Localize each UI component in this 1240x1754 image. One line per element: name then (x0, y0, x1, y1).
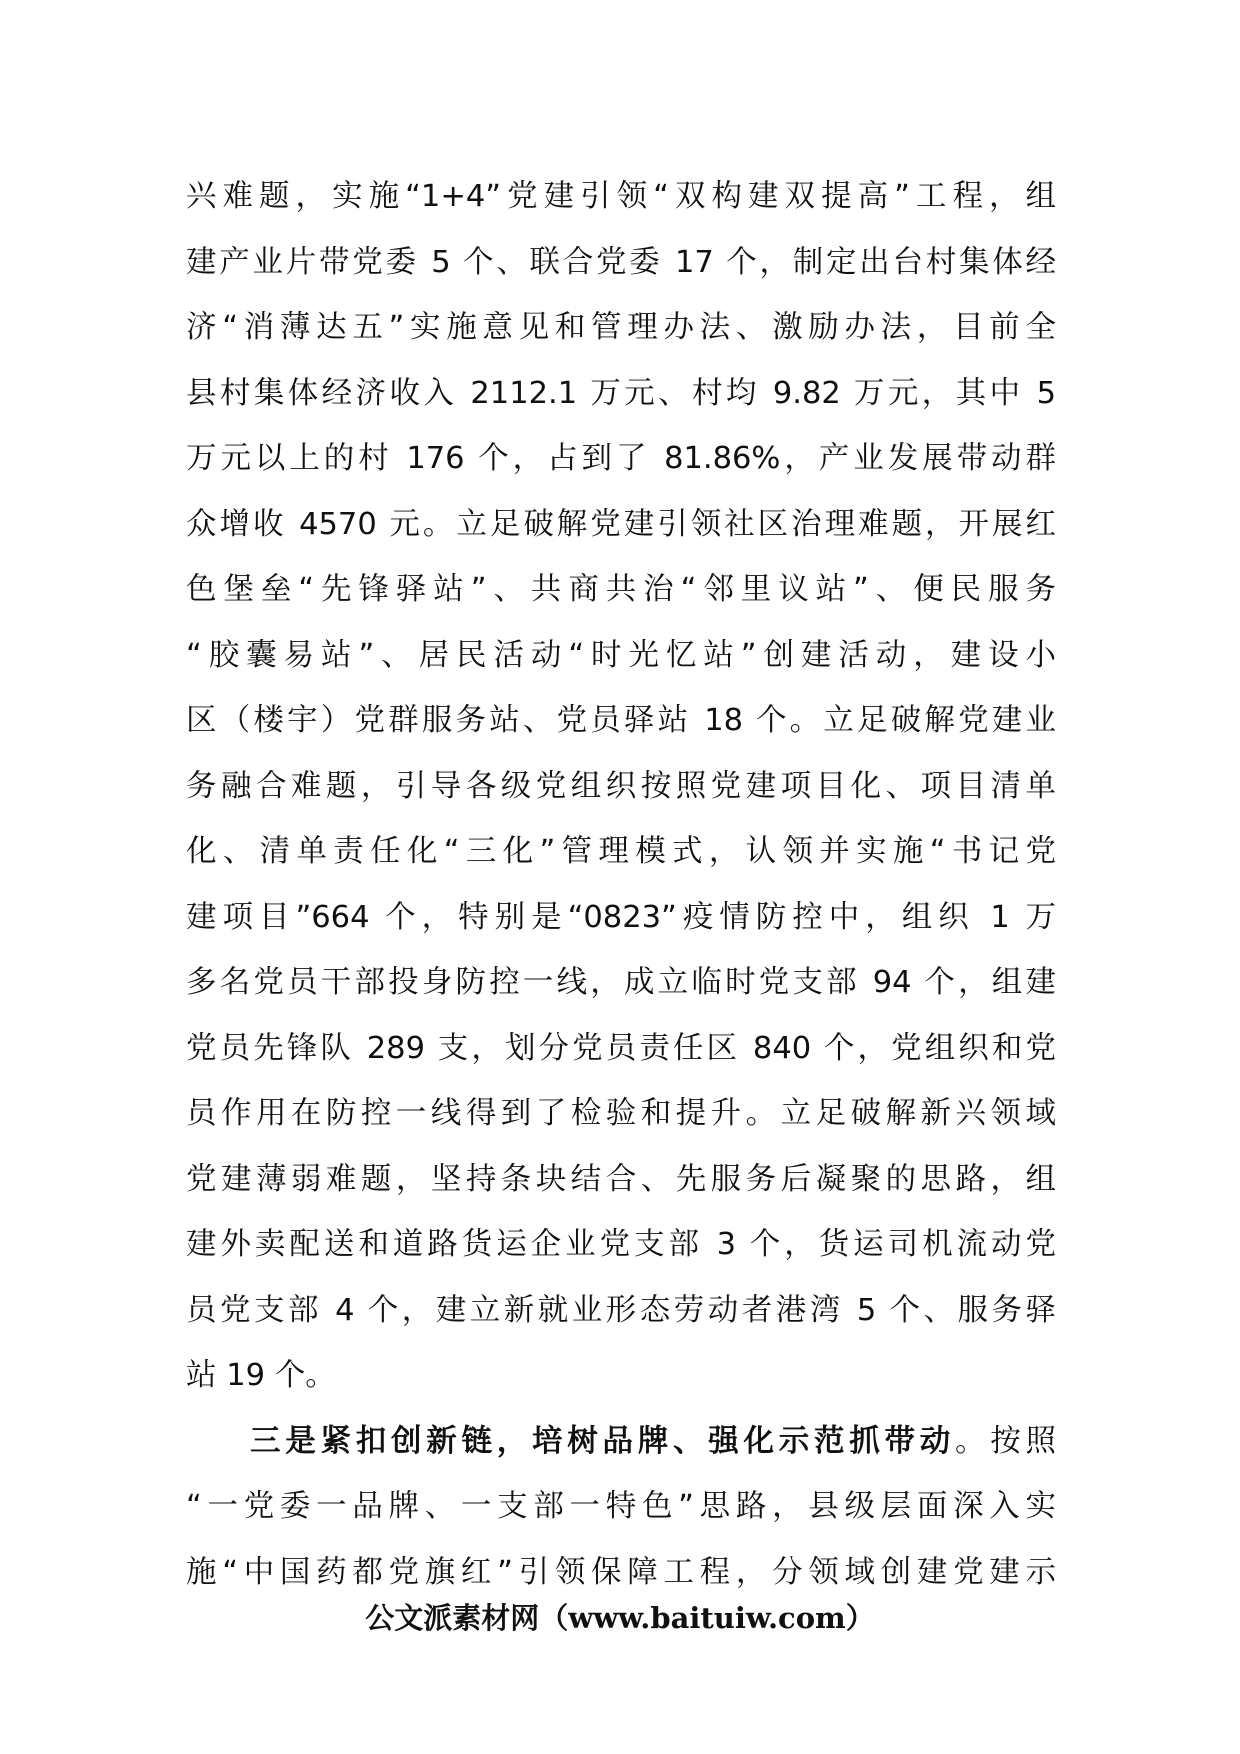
text-line: 建外卖配送和道路货运企业党支部 3 个，货运司机流动党 (186, 1227, 1056, 1262)
text-line: 员作用在防控一线得到了检验和提升。立足破解新兴领域 (186, 1096, 1056, 1131)
text-line: 党建薄弱难题，坚持条块结合、先服务后凝聚的思路，组 (186, 1161, 1056, 1197)
text-line: “胶囊易站”、居民活动“时光忆站”创建活动，建设小 (186, 637, 1056, 673)
paragraph-2 (186, 1409, 1056, 1606)
document-body (186, 164, 1056, 1605)
text-line: 建产业片带党委 5 个、联合党委 17 个，制定出台村集体经 (186, 244, 1056, 280)
text-line: 化、清单责任化“三化”管理模式，认领并实施“书记党 (186, 834, 1056, 869)
text-line: 色堡垒“先锋驿站”、共商共治“邻里议站”、便民服务 (186, 572, 1056, 607)
text-line: 多名党员干部投身防控一线，成立临时党支部 94 个，组建 (186, 965, 1056, 1000)
text-line: 区（楼宇）党群服务站、党员驿站 18 个。立足破解党建业 (186, 703, 1056, 738)
text-line: 建项目”664 个，特别是“0823”疫情防控中，组织 1 万 (186, 899, 1056, 935)
text-line: 员党支部 4 个，建立新就业形态劳动者港湾 5 个、服务驿 (186, 1292, 1056, 1328)
text-line: 济“消薄达五”实施意见和管理办法、激励办法，目前全 (186, 310, 1056, 345)
paragraph-1 (186, 164, 1056, 1409)
section-heading: 三是紧扣创新链，培树品牌、强化示范抓带动 (250, 1423, 955, 1459)
text-line: 站 19 个。 (186, 1358, 336, 1393)
text-line: 党员先锋队 289 支，划分党员责任区 840 个，党组织和党 (186, 1030, 1056, 1066)
text-line: 万元以上的村 176 个，占到了 81.86%，产业发展带动群 (186, 441, 1056, 476)
text-line: 务融合难题，引导各级党组织按照党建项目化、项目清单 (186, 768, 1056, 804)
text-line: 众增收 4570 元。立足破解党建引领社区治理难题，开展红 (186, 506, 1056, 542)
page-footer: 公文派素材网（www.baituiw.com） (365, 1601, 875, 1635)
text-line: 施“中国药都党旗红”引领保障工程，分领域创建党建示 (186, 1554, 1056, 1590)
text-line: 兴难题，实施“1+4”党建引领“双构建双提高”工程，组 (186, 179, 1056, 214)
text-line: 县村集体经济收入 2112.1 万元、村均 9.82 万元，其中 5 (186, 375, 1056, 411)
section-heading-continuation: 。按照 (955, 1423, 1056, 1459)
text-line: “一党委一品牌、一支部一特色”思路，县级层面深入实 (186, 1489, 1056, 1524)
section-heading-line (186, 1409, 1056, 1475)
